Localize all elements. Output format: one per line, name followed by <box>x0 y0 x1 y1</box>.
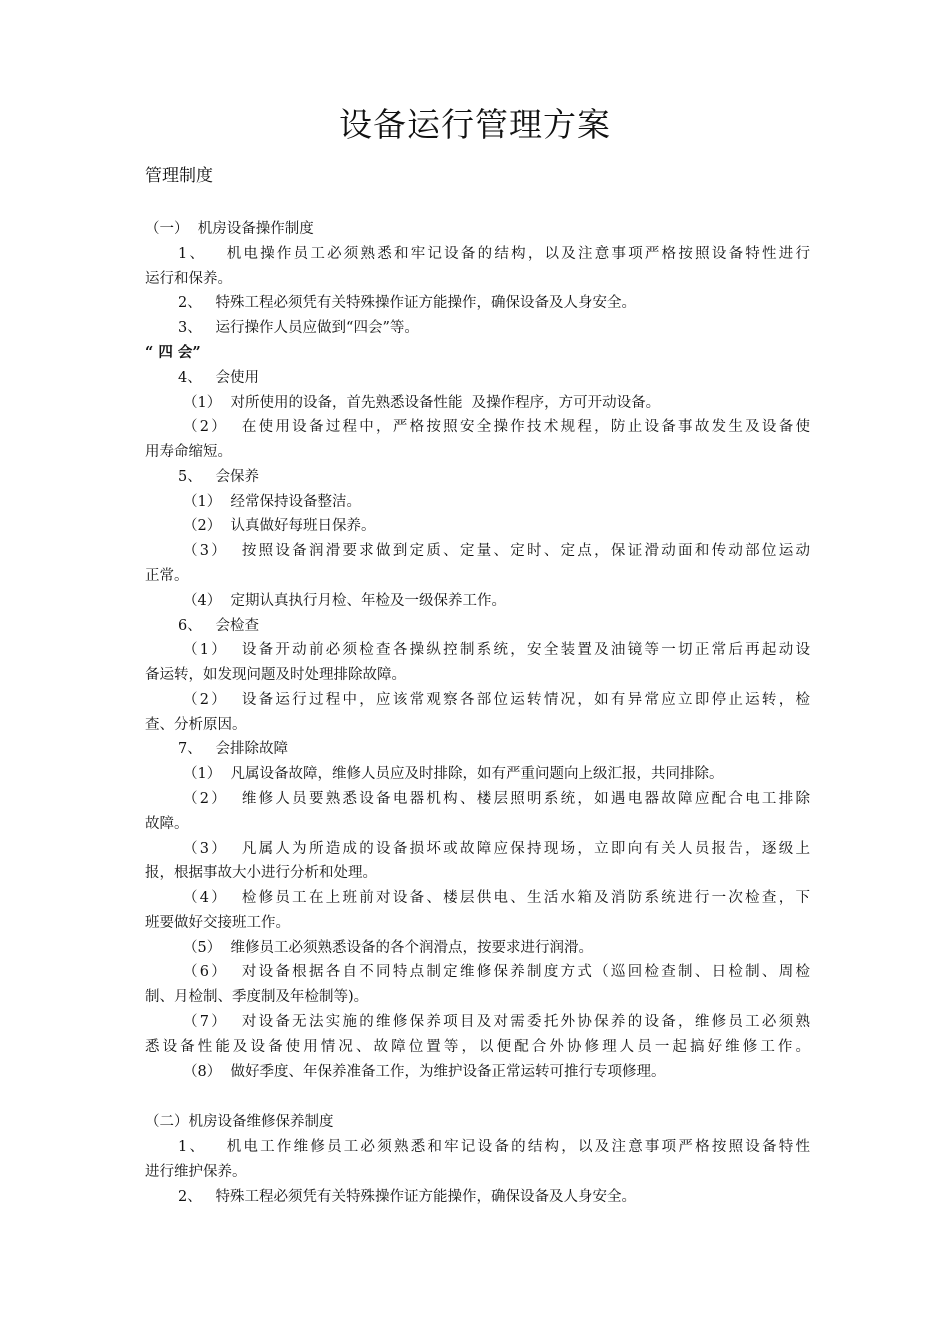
paragraph-line: 进行维护保养。 <box>145 1164 247 1180</box>
subsection-heading: （一） 机房设备操作制度 <box>145 221 314 237</box>
list-heading: 4、 会使用 <box>178 370 260 386</box>
list-item-continuation: 查、分析原因。 <box>145 717 247 733</box>
list-heading: 6、 会检查 <box>178 618 260 634</box>
list-item: （8） 做好季度、年保养准备工作，为维护设备正常运转可推行专项修理。 <box>183 1064 666 1080</box>
paragraph-line: 1、 机电工作维修员工必须熟悉和牢记设备的结构，以及注意事项严格按照设备特性 <box>178 1139 810 1155</box>
paragraph-line: 2、 特殊工程必须凭有关特殊操作证方能操作，确保设备及人身安全。 <box>178 295 637 311</box>
document-title: 设备运行管理方案 <box>339 105 611 144</box>
list-item-continuation: 班要做好交接班工作。 <box>145 915 290 931</box>
list-item: （1） 设备开动前必须检查各操纵控制系统，安全装置及油镜等一切正常后再起动设 <box>183 642 810 658</box>
list-item: （1） 经常保持设备整洁。 <box>183 494 361 510</box>
list-item: （1） 凡属设备故障，维修人员应及时排除，如有严重问题向上级汇报，共同排除。 <box>183 766 724 782</box>
list-item: （1） 对所使用的设备，首先熟悉设备性能 及操作程序，方可开动设备。 <box>183 395 661 411</box>
paragraph-line: “ 四 会” <box>145 344 201 361</box>
list-item: （4） 定期认真执行月检、年检及一级保养工作。 <box>183 593 506 609</box>
list-heading: 5、 会保养 <box>178 469 260 485</box>
list-item: （4） 检修员工在上班前对设备、楼层供电、生活水箱及消防系统进行一次检查，下 <box>183 890 810 906</box>
paragraph-line: 1、 机电操作员工必须熟悉和牢记设备的结构，以及注意事项严格按照设备特性进行 <box>178 246 810 262</box>
list-item-continuation: 报，根据事故大小进行分析和处理。 <box>145 865 377 881</box>
paragraph-line: 运行和保养。 <box>145 271 232 287</box>
list-item-continuation: 制、月检制、季度制及年检制等)。 <box>145 989 369 1005</box>
list-item-continuation: 备运转，如发现问题及时处理排除故障。 <box>145 667 406 683</box>
list-item: （6） 对设备根据各自不同特点制定维修保养制度方式（巡回检查制、日检制、周检 <box>183 964 810 980</box>
list-item: （2） 设备运行过程中，应该常观察各部位运转情况，如有异常应立即停止运转，检 <box>183 692 810 708</box>
list-item: （7） 对设备无法实施的维修保养项目及对需委托外协保养的设备，维修员工必须熟 <box>183 1014 810 1030</box>
list-item: （2） 在使用设备过程中，严格按照安全操作技术规程，防止设备事故发生及设备使 <box>183 419 810 435</box>
list-item: （2） 认真做好每班日保养。 <box>183 518 376 534</box>
section-heading: 管理制度 <box>145 166 213 186</box>
list-item-continuation: 用寿命缩短。 <box>145 444 232 460</box>
paragraph-line: 3、 运行操作人员应做到“四会”等。 <box>178 320 419 336</box>
subsection-heading: （二）机房设备维修保养制度 <box>145 1114 334 1130</box>
list-item-continuation: 正常。 <box>145 568 189 584</box>
list-heading: 7、 会排除故障 <box>178 741 289 757</box>
list-item: （3） 按照设备润滑要求做到定质、定量、定时、定点，保证滑动面和传动部位运动 <box>183 543 810 559</box>
list-item-continuation: 悉设备性能及设备使用情况、故障位置等，以便配合外协修理人员一起搞好维修工作。 <box>145 1039 810 1055</box>
paragraph-line: 2、 特殊工程必须凭有关特殊操作证方能操作，确保设备及人身安全。 <box>178 1189 637 1205</box>
list-item: （3） 凡属人为所造成的设备损坏或故障应保持现场，立即向有关人员报告，逐级上 <box>183 841 810 857</box>
list-item: （5） 维修员工必须熟悉设备的各个润滑点，按要求进行润滑。 <box>183 940 593 956</box>
list-item: （2） 维修人员要熟悉设备电器机构、楼层照明系统，如遇电器故障应配合电工排除 <box>183 791 810 807</box>
list-item-continuation: 故障。 <box>145 816 189 832</box>
